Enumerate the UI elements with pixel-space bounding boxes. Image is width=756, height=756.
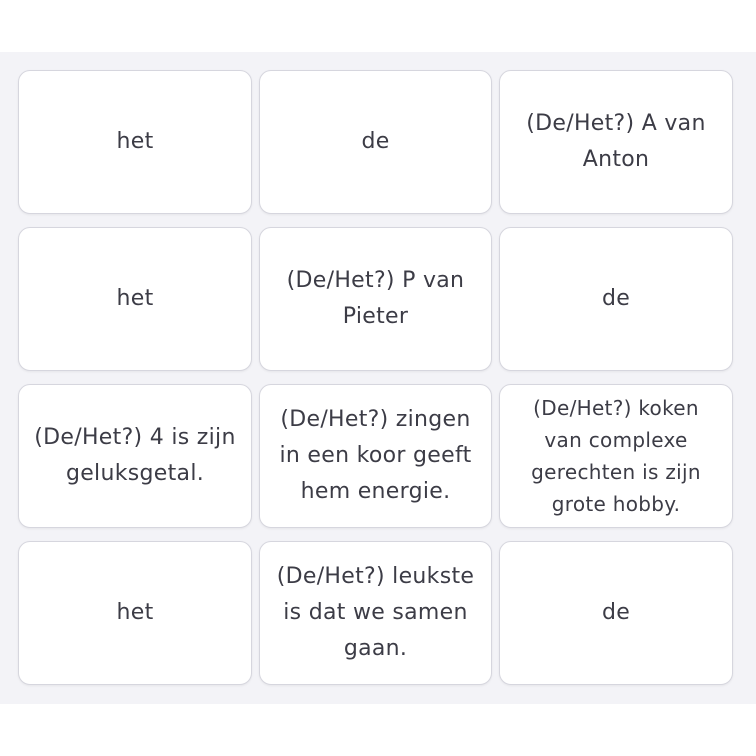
card-label: het xyxy=(116,286,154,311)
card-het-2[interactable] xyxy=(18,227,252,371)
card-de-1[interactable] xyxy=(259,70,492,214)
card-het-3[interactable] xyxy=(18,541,252,685)
card-label: het xyxy=(116,129,154,154)
card-zingen-in-koor[interactable] xyxy=(259,384,492,528)
card-label: de xyxy=(361,129,390,154)
card-geluksgetal[interactable] xyxy=(18,384,252,528)
card-grid xyxy=(18,70,733,685)
card-label: (De/Het?) A van Anton xyxy=(526,111,706,172)
matching-board xyxy=(0,52,756,704)
card-label: (De/Het?) zingen in een koor geeft hem energie. xyxy=(279,407,472,504)
card-de-2[interactable] xyxy=(499,227,733,371)
card-leukste[interactable] xyxy=(259,541,492,685)
card-label: (De/Het?) koken van complexe gerechten is zijn grote hobby. xyxy=(531,396,701,516)
card-de-3[interactable] xyxy=(499,541,733,685)
card-het-1[interactable] xyxy=(18,70,252,214)
card-label: (De/Het?) 4 is zijn geluksgetal. xyxy=(34,425,236,486)
card-label: het xyxy=(116,600,154,625)
card-label: de xyxy=(601,600,631,625)
card-a-van-anton[interactable] xyxy=(499,70,733,214)
card-label: de xyxy=(601,286,631,311)
card-koken-gerechten[interactable] xyxy=(499,384,733,528)
card-label: (De/Het?) P van Pieter xyxy=(286,268,465,329)
card-p-van-pieter[interactable] xyxy=(259,227,492,371)
card-label: (De/Het?) leukste is dat we samen gaan. xyxy=(276,564,475,661)
